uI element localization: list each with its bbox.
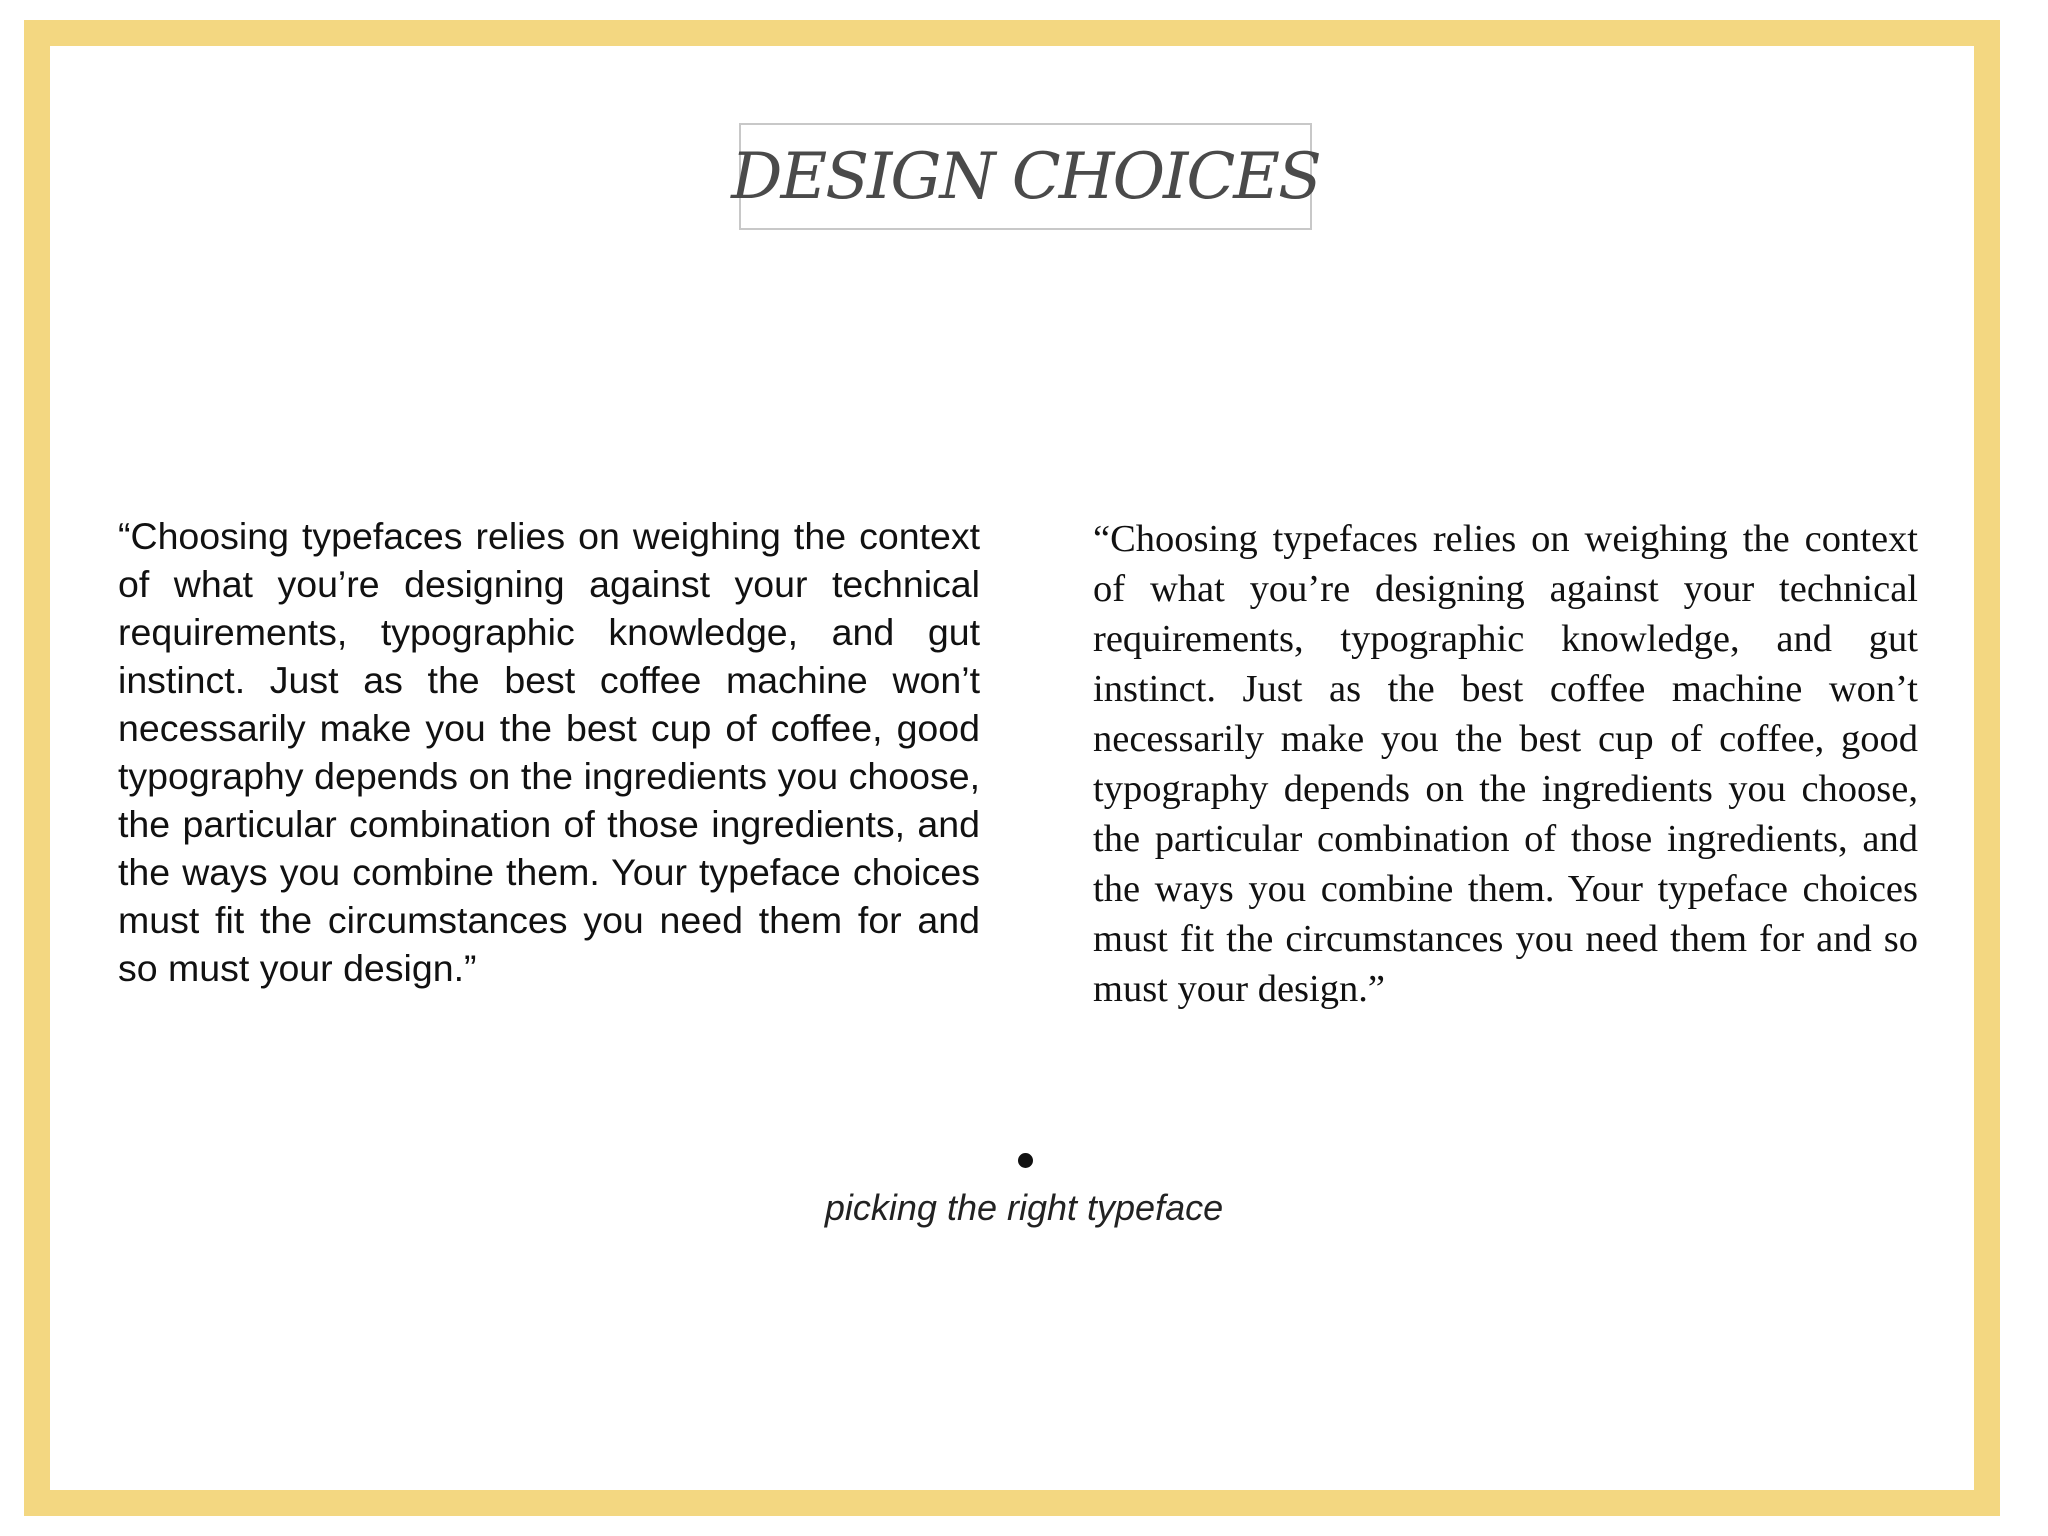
title-box: [731, 123, 1320, 230]
quote-serif: “Choosing typefaces relies on weighing the context of what you’re designing against your technical requirements, typographic knowledge, and gut instinct. Just as the best coffee machine won’t necessarily make you the best cup of coffee, good typography depends on the ingredients you choose, the particular combination of those ingredients, and the ways you combine them. Your typeface choices must fit the circumstances you need them for and so must your design.”: [1093, 518, 1918, 1010]
bullet-dot: [1018, 1153, 1033, 1168]
quote-sans-serif: “Choosing typefaces relies on weighing the context of what you’re designing against your technical requirements, typographic knowledge, and gut instinct. Just as the best coffee machine won’t necessarily make you the best cup of coffee, good typography depends on the ingredients you choose, the particular combination of those ingredients, and the ways you combine them. Your typeface choices must fit the circumstances you need them for and so must your design.”: [118, 515, 980, 989]
slide-caption: picking the right typeface: [824, 1187, 1224, 1228]
slide-title: DESIGN CHOICES: [731, 139, 1320, 214]
